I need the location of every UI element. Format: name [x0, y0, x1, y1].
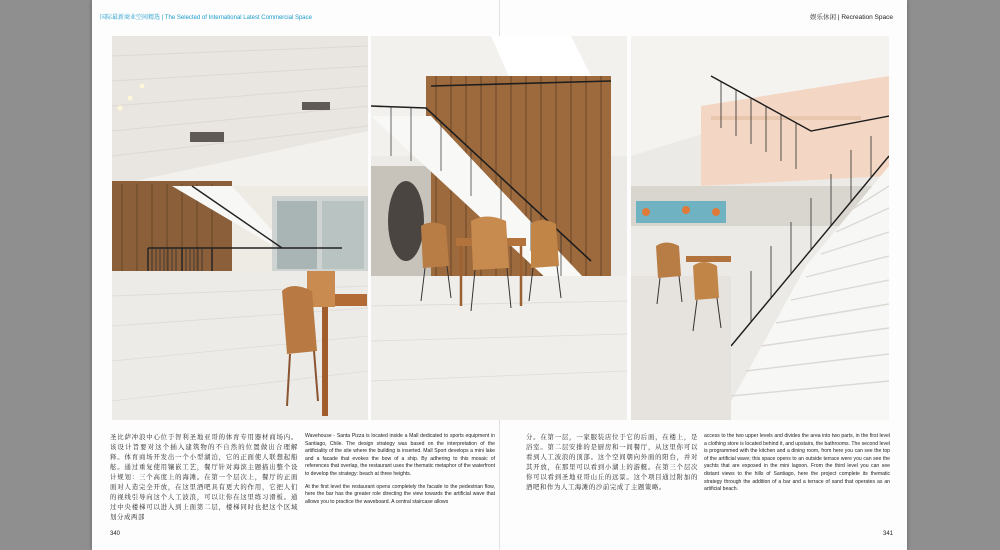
running-header-right: 娱乐休闲 | Recreation Space: [810, 14, 893, 21]
body-column-1-chinese: [110, 433, 298, 528]
paragraph: At the first level the restaurant opens completely the facade to the pedestrian flow, here the bar has the greater role directing the view towards the artificial wave that allows you to practice the waveboard. A central staircase allows: [305, 483, 495, 505]
photo-restaurant-ground-floor: [112, 36, 368, 420]
magazine-spread: [92, 0, 907, 550]
paragraph: 圣比萨冲浪中心位于智利圣地亚哥的体育专用器材商场内。该设计旨要对这个插入建筑物的不自然的位置做出合理解释。体育商场开发出一个小型湖泊，它的正面使人联想起船舷。通过重复使用镶嵌工艺，餐厅针对海滨主题描出整个设计规划：三个高度上的海滩。在第一个层次上，餐厅的正面面对人造完全开放，在这里酒吧具有更大的作用，它把人们的视线引导向这个人工波浪，可以让你在这里练习滑板。通过中央楼梯可以进入到上面第二层，楼梯同时也把这个区域划分成两部: [110, 434, 298, 521]
photo-upper-level-stairs: [631, 36, 889, 420]
paragraph: Wavehouse - Santa Pizza is located inside a Mall dedicated to sports equipment in Santiago, Chile. The design strategy was based on the interpretation of the artificiality of the site where the building is inserted. Mall Sport develops a mini lake and a facade that evokes the bow of a ship. By adhering to this mosaic of references that overlap, the restaurant uses the thematic metaphor of the waterfront to develop the strategy: beach at three heights.: [305, 433, 495, 477]
page-number-right: 341: [882, 531, 893, 537]
running-header-left: 国际最新商业空间精选 | The Selected of International Latest Commercial Space: [100, 15, 312, 21]
page-number-left: 340: [110, 531, 121, 537]
body-column-4-english: [704, 433, 890, 499]
body-column-3-chinese: [526, 433, 698, 498]
paragraph: 分。在第一层，一家服装店位于它的后面，在楼上，是浴室。第二层安排的是厨房和一间餐厅，从这里你可以看到人工波浪的顶部。这个空间朝向外面的阳台，并对其开放，在那里可以看到小湖上的游艇。在第三个层次你可以看到圣地亚哥山丘的远景。这个项目通过附加的酒吧和作为人工海滩的沙前完成了主题策略。: [526, 434, 698, 491]
photo-central-staircase: [371, 36, 627, 420]
body-column-2-english: [305, 433, 495, 511]
paragraph: access to the two upper levels and divides the area into two parts, in the first level a clothing store is located behind it, and upstairs, the bathrooms. The second level is programmed with the kitchen and a dining room, from here you can see the top of the artificial wave; this space opens to an outside terrace were you can see the yachts that are exposed in the mini lagoon. From the third level you can see distant views to the hills of Santiago, here the project complete its thematic strategy through the addition of a bar and a terrace of sand that operates as an artificial beach.: [704, 433, 890, 493]
